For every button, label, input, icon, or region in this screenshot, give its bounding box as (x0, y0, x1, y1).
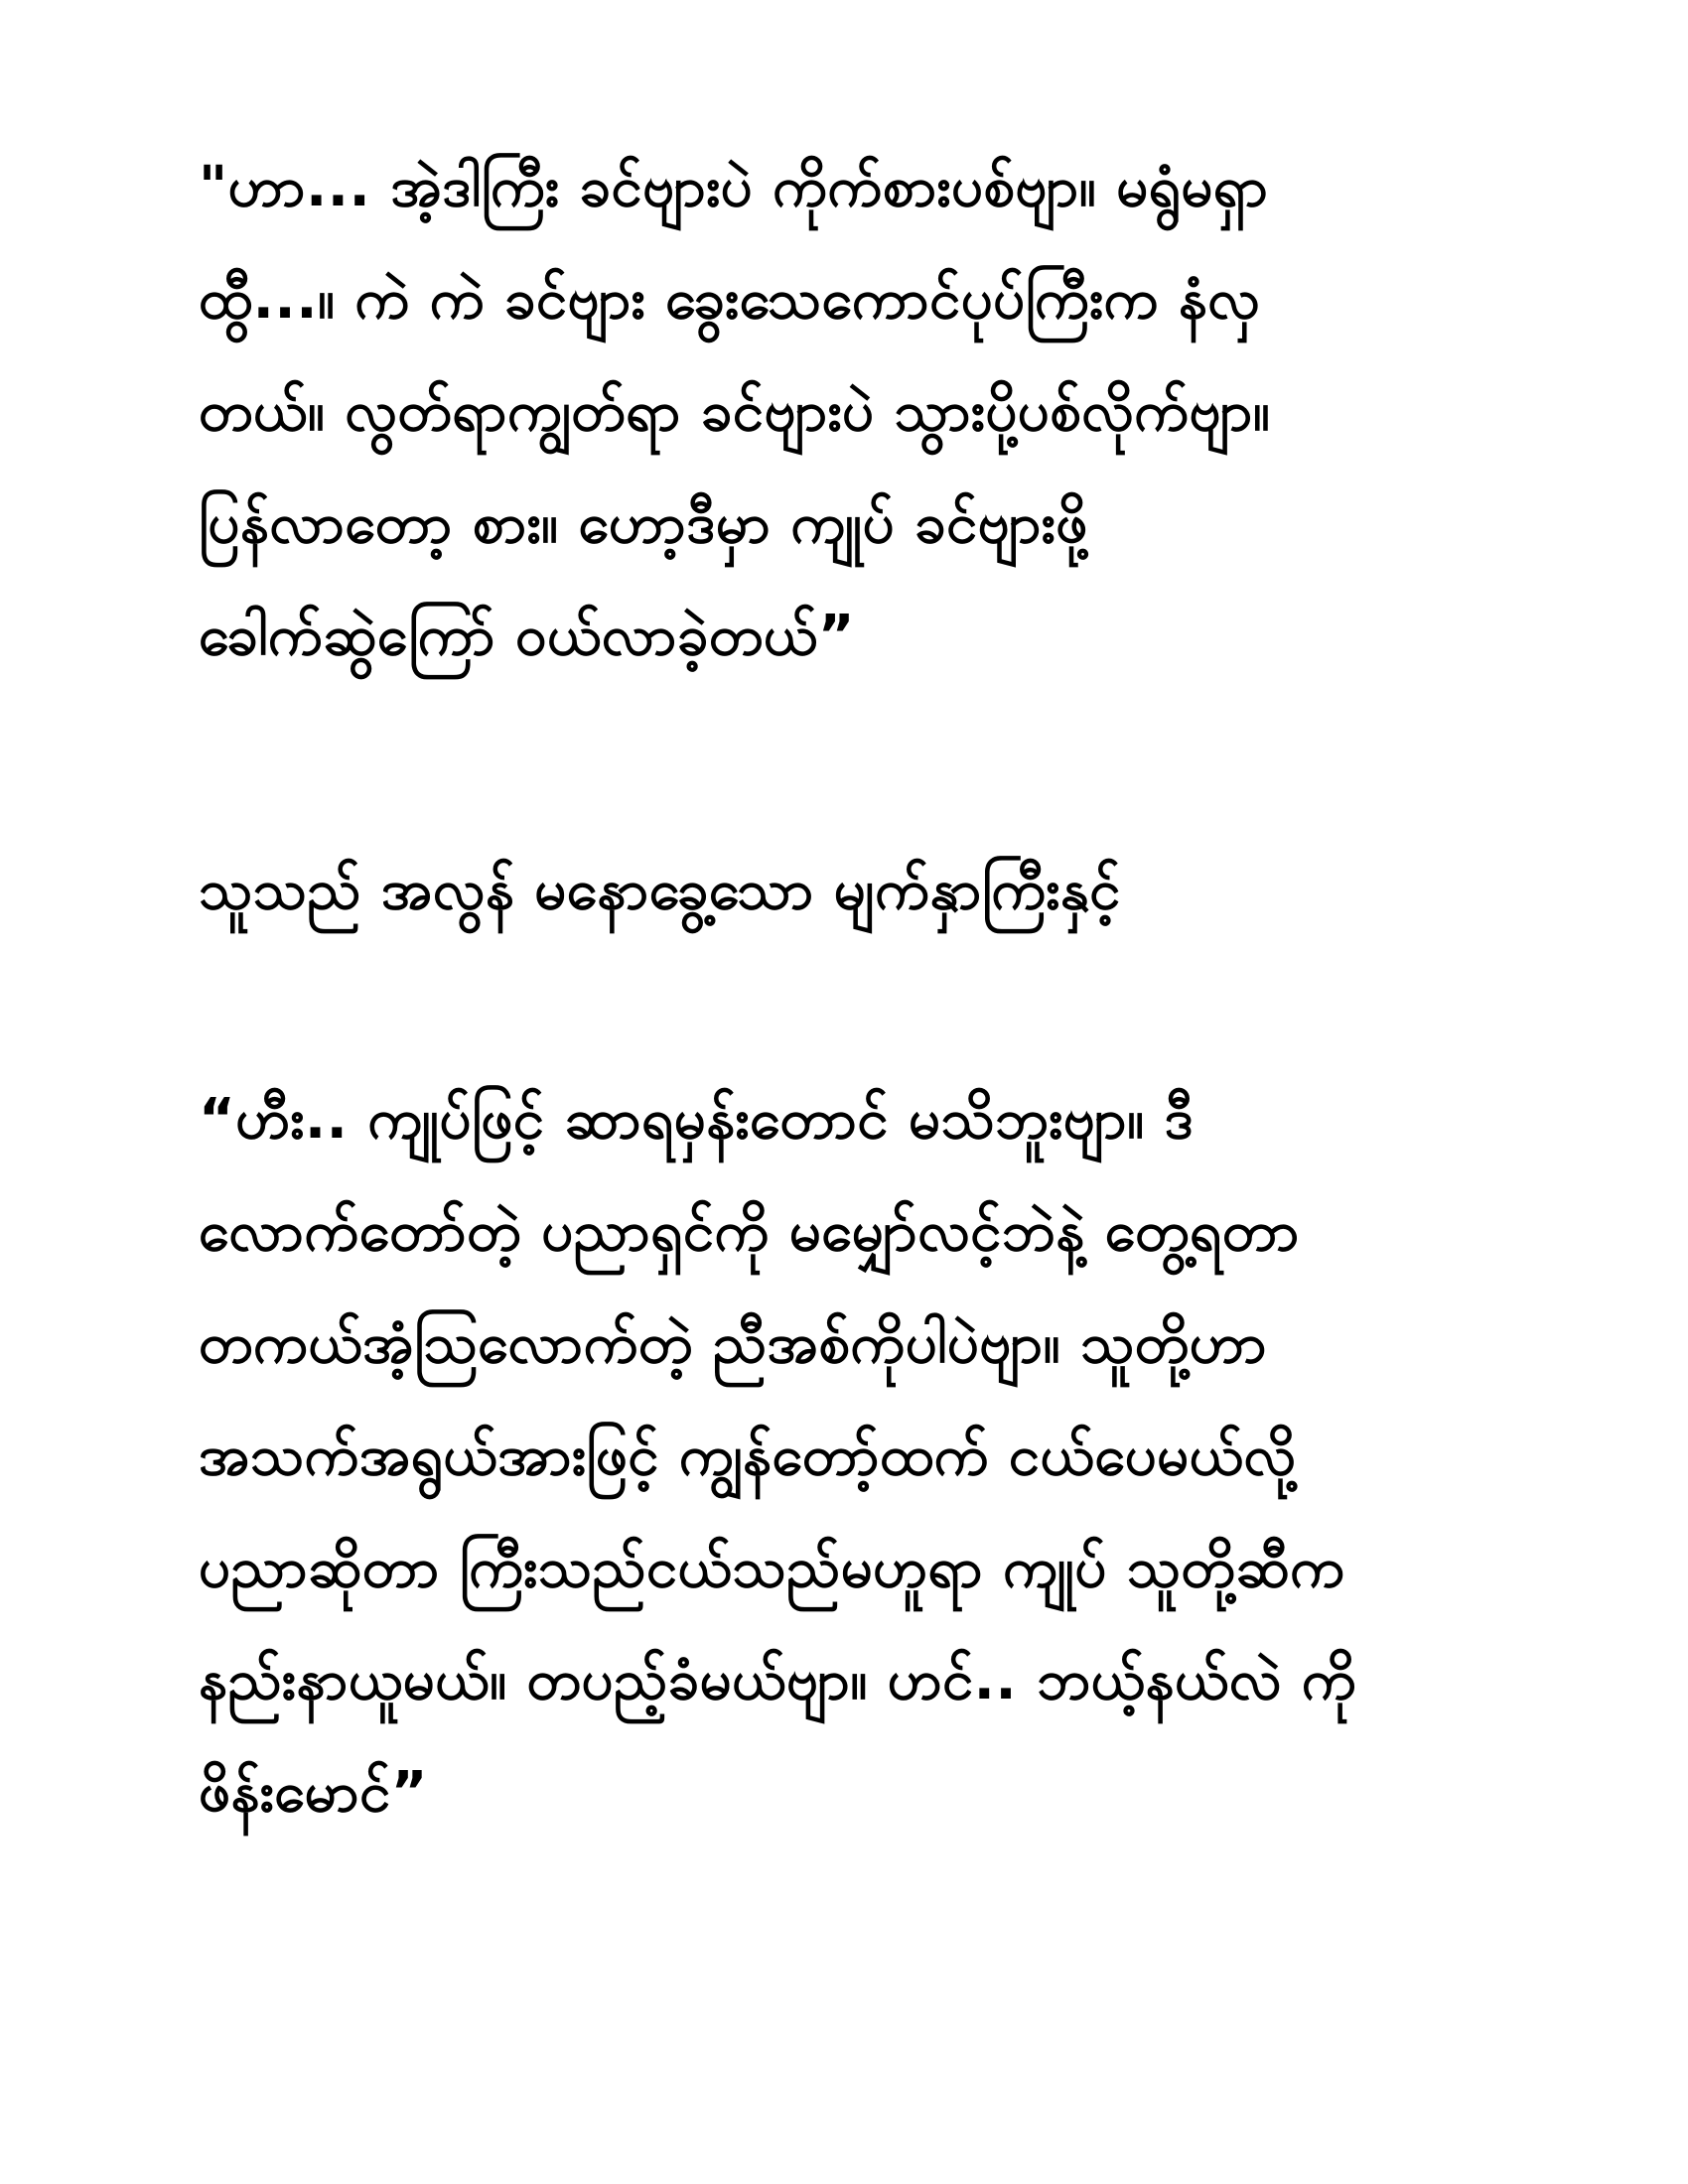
text-line: လောက်တော်တဲ့ ပညာရှင်ကို မမျှော်လင့်ဘဲနဲ့ တွေ့ရတာ (199, 1199, 1300, 1264)
text-line: ဖိန်းမောင်” (199, 1760, 428, 1825)
text-line: အသက်အရွယ်အားဖြင့် ကျွန်တော့်ထက် ငယ်ပေမယ်လို့ (199, 1424, 1297, 1488)
text-line: ခေါက်ဆွဲကြော် ဝယ်လာခဲ့တယ်” (199, 604, 856, 668)
paragraph-narration (199, 834, 1549, 946)
text-line: ပြန်လာတော့ စား။ ဟော့ဒီမှာ ကျုပ် ခင်ဗျားဖို့ (199, 491, 1088, 556)
text-line: တကယ်အံ့သြလောက်တဲ့ ညီအစ်ကိုပါပဲဗျာ။ သူတို့ဟာ (199, 1311, 1268, 1376)
text-line: ပညာဆိုတာ ကြီးသည်ငယ်သည်မဟူရာ ကျုပ် သူတို့ဆီက (199, 1536, 1345, 1600)
text-line: ထွီ...။ ကဲ ကဲ ခင်ဗျား ခွေးသေကောင်ပုပ်ကြီးက နံလှ (199, 267, 1261, 332)
paragraph-dialogue-1 (199, 131, 1549, 692)
text-line: “ဟီး.. ကျုပ်ဖြင့် ဆာရမှန်းတောင် မသိဘူးဗျာ။ ဒီ (199, 1087, 1195, 1152)
paragraph-dialogue-2 (199, 1063, 1549, 1848)
text-line: "ဟာ... အဲ့ဒါကြီး ခင်ဗျားပဲ ကိုက်စားပစ်ဗျာ။ မရွံမရှာ (199, 155, 1269, 219)
text-line: တယ်။ လွတ်ရာကျွတ်ရာ ခင်ဗျားပဲ သွားပို့ပစ်လိုက်ဗျာ။ (199, 379, 1271, 444)
text-line: သူသည် အလွန် မနောခွေ့သော မျက်နှာကြီးနှင့် (199, 858, 1121, 922)
text-line: နည်းနာယူမယ်။ တပည့်ခံမယ်ဗျာ။ ဟင်.. ဘယ့်နယ်လဲ ကို (199, 1648, 1357, 1712)
